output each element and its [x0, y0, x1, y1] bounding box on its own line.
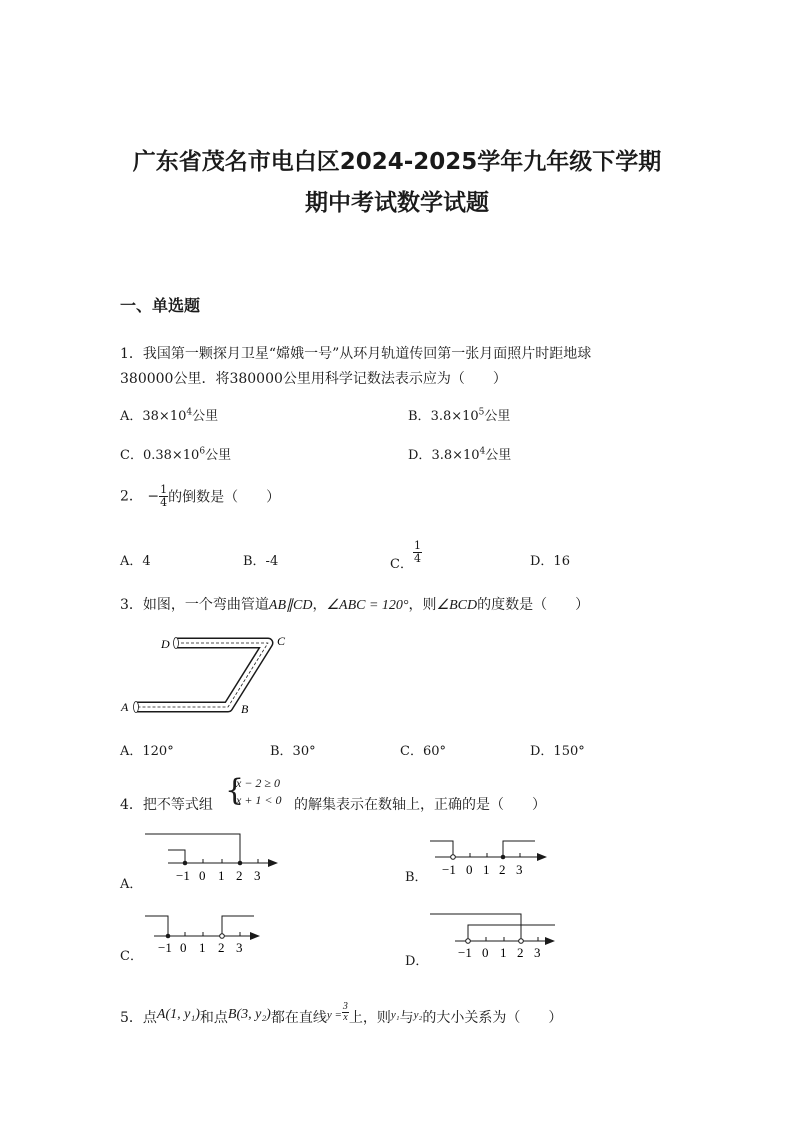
q4-option-a-numberline[interactable] [140, 828, 285, 883]
q1-option-a[interactable] [120, 405, 218, 424]
q3-asked-angle: ∠BCD [436, 598, 478, 613]
q5-y1: y₁ [390, 1009, 400, 1021]
q4-a-tick-2: 2 [236, 868, 243, 883]
q3-stem [120, 594, 589, 614]
q4-option-c-numberline[interactable] [140, 910, 270, 955]
q1-option-a-unit: 公里 [192, 409, 219, 424]
q3-mid: ，则 [408, 597, 437, 613]
q3-pipe-figure [118, 630, 298, 720]
q4-stem-suffix: 的解集表示在数轴上，正确的是（ ） [294, 797, 546, 813]
q5-prefix: 5．点 [120, 1010, 157, 1026]
q1-option-c-unit: 公里 [205, 448, 232, 463]
q4-b-tick-0: 0 [466, 862, 473, 877]
q4-b-tick-neg1: −1 [442, 862, 456, 877]
q4-c-tick-3: 3 [236, 940, 243, 955]
q4-d-tick-neg1: −1 [458, 945, 472, 958]
q2-sign: − [147, 488, 160, 505]
q3-prefix: 3．如图，一个弯曲管道 [120, 597, 269, 613]
q2-option-c-denominator: 4 [413, 552, 421, 565]
q4-stem-prefix: 4．把不等式组 [120, 797, 213, 813]
q3-condition-angle: ∠ABC = 120° [326, 598, 409, 613]
q5-function-fraction [342, 1002, 349, 1023]
q2-option-b[interactable]: B．-4 [243, 554, 279, 569]
q5-mid: 都在直线 [270, 1010, 327, 1026]
q3-label-d: D [161, 637, 170, 651]
q2-option-d[interactable]: D．16 [530, 554, 570, 569]
q4-option-b-numberline[interactable] [425, 835, 555, 880]
q1-option-d-exponent: 4 [479, 446, 486, 457]
q3-option-d[interactable]: D．150° [530, 744, 585, 759]
q1-stem-line1: 1．我国第一颗探月卫星“嫦娥一号”从环月轨道传回第一张月面照片时距地球 [120, 346, 592, 362]
q4-b-tick-1: 1 [483, 862, 490, 877]
q5-with: 与 [399, 1010, 414, 1026]
q4-a-tick-3: 3 [254, 868, 261, 883]
q5-function-lhs: y = [326, 1009, 342, 1021]
q4-d-tick-2: 2 [517, 945, 524, 958]
q3-label-a: A [121, 700, 129, 714]
q3-suffix: 的度数是（ ） [477, 597, 590, 613]
q5-mid2: 上，则 [348, 1010, 391, 1026]
q1-option-a-label: A． [120, 409, 143, 424]
q1-stem-line2: 380000公里．将380000公里用科学记数法表示应为（ ） [120, 371, 507, 387]
q1-option-d-mantissa: 3.8×10 [431, 448, 480, 463]
q2-option-a[interactable]: A．4 [120, 554, 151, 569]
q4-inequality-system [225, 774, 295, 810]
q1-option-b-mantissa: 3.8×10 [430, 409, 479, 424]
q1-option-b-exponent: 5 [478, 407, 485, 418]
q5-point-a: A(1, y₁) [156, 1007, 200, 1022]
q4-b-tick-3: 3 [516, 862, 523, 877]
q1-option-d-label: D． [408, 448, 432, 463]
q3-option-a[interactable]: A．120° [120, 744, 174, 759]
q2-stem-text: 的倒数是（ ） [168, 489, 281, 506]
section-title: 一、单选题 [120, 296, 201, 315]
page-title-line2: 期中考试数学试题 [305, 190, 489, 216]
q4-c-tick-neg1: −1 [158, 940, 172, 955]
q4-b-tick-2: 2 [499, 862, 506, 877]
q1-option-b[interactable] [408, 405, 510, 424]
q4-d-tick-0: 0 [482, 945, 489, 958]
q5-function-numerator: 3 [342, 1001, 348, 1012]
q4-option-d-numberline[interactable] [425, 908, 560, 958]
q3-label-c: C [277, 634, 286, 648]
q3-option-b[interactable]: B．30° [270, 744, 316, 759]
q1-option-a-exponent: 4 [186, 407, 193, 418]
q4-inequality-1: x − 2 ≥ 0 [236, 776, 281, 790]
q4-a-tick-1: 1 [218, 868, 225, 883]
q2-option-c-label: C． [390, 557, 413, 572]
q1-option-c-exponent: 6 [199, 446, 206, 457]
q4-option-a-label[interactable]: A． [120, 877, 143, 892]
q4-inequality-2: x + 1 < 0 [236, 793, 282, 807]
q4-option-b-label[interactable]: B． [405, 870, 428, 885]
q1-option-b-unit: 公里 [484, 409, 511, 424]
q5-and: 和点 [199, 1010, 228, 1026]
q2-option-c[interactable] [390, 540, 422, 572]
q1-option-c[interactable] [120, 444, 231, 463]
q3-label-b: B [241, 702, 249, 716]
q2-number: 2． [120, 488, 143, 505]
page-title-line1: 广东省茂名市电白区2024-2025学年九年级下学期 [132, 149, 662, 175]
q4-c-tick-1: 1 [199, 940, 206, 955]
q4-brace: { [225, 773, 245, 808]
q4-a-tick-0: 0 [199, 868, 206, 883]
q4-d-tick-1: 1 [500, 945, 507, 958]
q1-option-d-unit: 公里 [485, 448, 512, 463]
q5-function-denominator: x [343, 1012, 348, 1023]
q1-option-b-label: B． [408, 409, 431, 424]
q2-option-c-numerator: 1 [413, 539, 421, 552]
q3-condition-parallel: AB∥CD [268, 598, 313, 613]
q4-c-tick-2: 2 [218, 940, 225, 955]
q2-option-c-fraction [413, 540, 422, 565]
q5-stem [120, 1002, 562, 1027]
q3-separator: ， [312, 597, 327, 613]
q4-a-tick-neg1: −1 [176, 868, 190, 883]
q5-y2: y₂ [413, 1009, 423, 1021]
q5-point-b: B(3, y₂) [227, 1007, 271, 1022]
q1-option-a-mantissa: 38×10 [142, 409, 187, 424]
q1-option-d[interactable] [408, 444, 511, 463]
q2-stem [120, 484, 280, 509]
q1-option-c-mantissa: 0.38×10 [142, 448, 200, 463]
q4-option-c-label[interactable]: C． [120, 949, 143, 964]
q2-fraction-denominator: 4 [160, 496, 168, 509]
q2-fraction-numerator: 1 [160, 483, 168, 496]
q1-option-c-label: C． [120, 448, 143, 463]
q4-c-tick-0: 0 [180, 940, 187, 955]
q4-option-d-label[interactable]: D． [405, 954, 429, 969]
q4-d-tick-3: 3 [534, 945, 541, 958]
q5-suffix: 的大小关系为（ ） [422, 1010, 563, 1026]
q2-fraction [159, 484, 168, 509]
q3-option-c[interactable]: C．60° [400, 744, 446, 759]
